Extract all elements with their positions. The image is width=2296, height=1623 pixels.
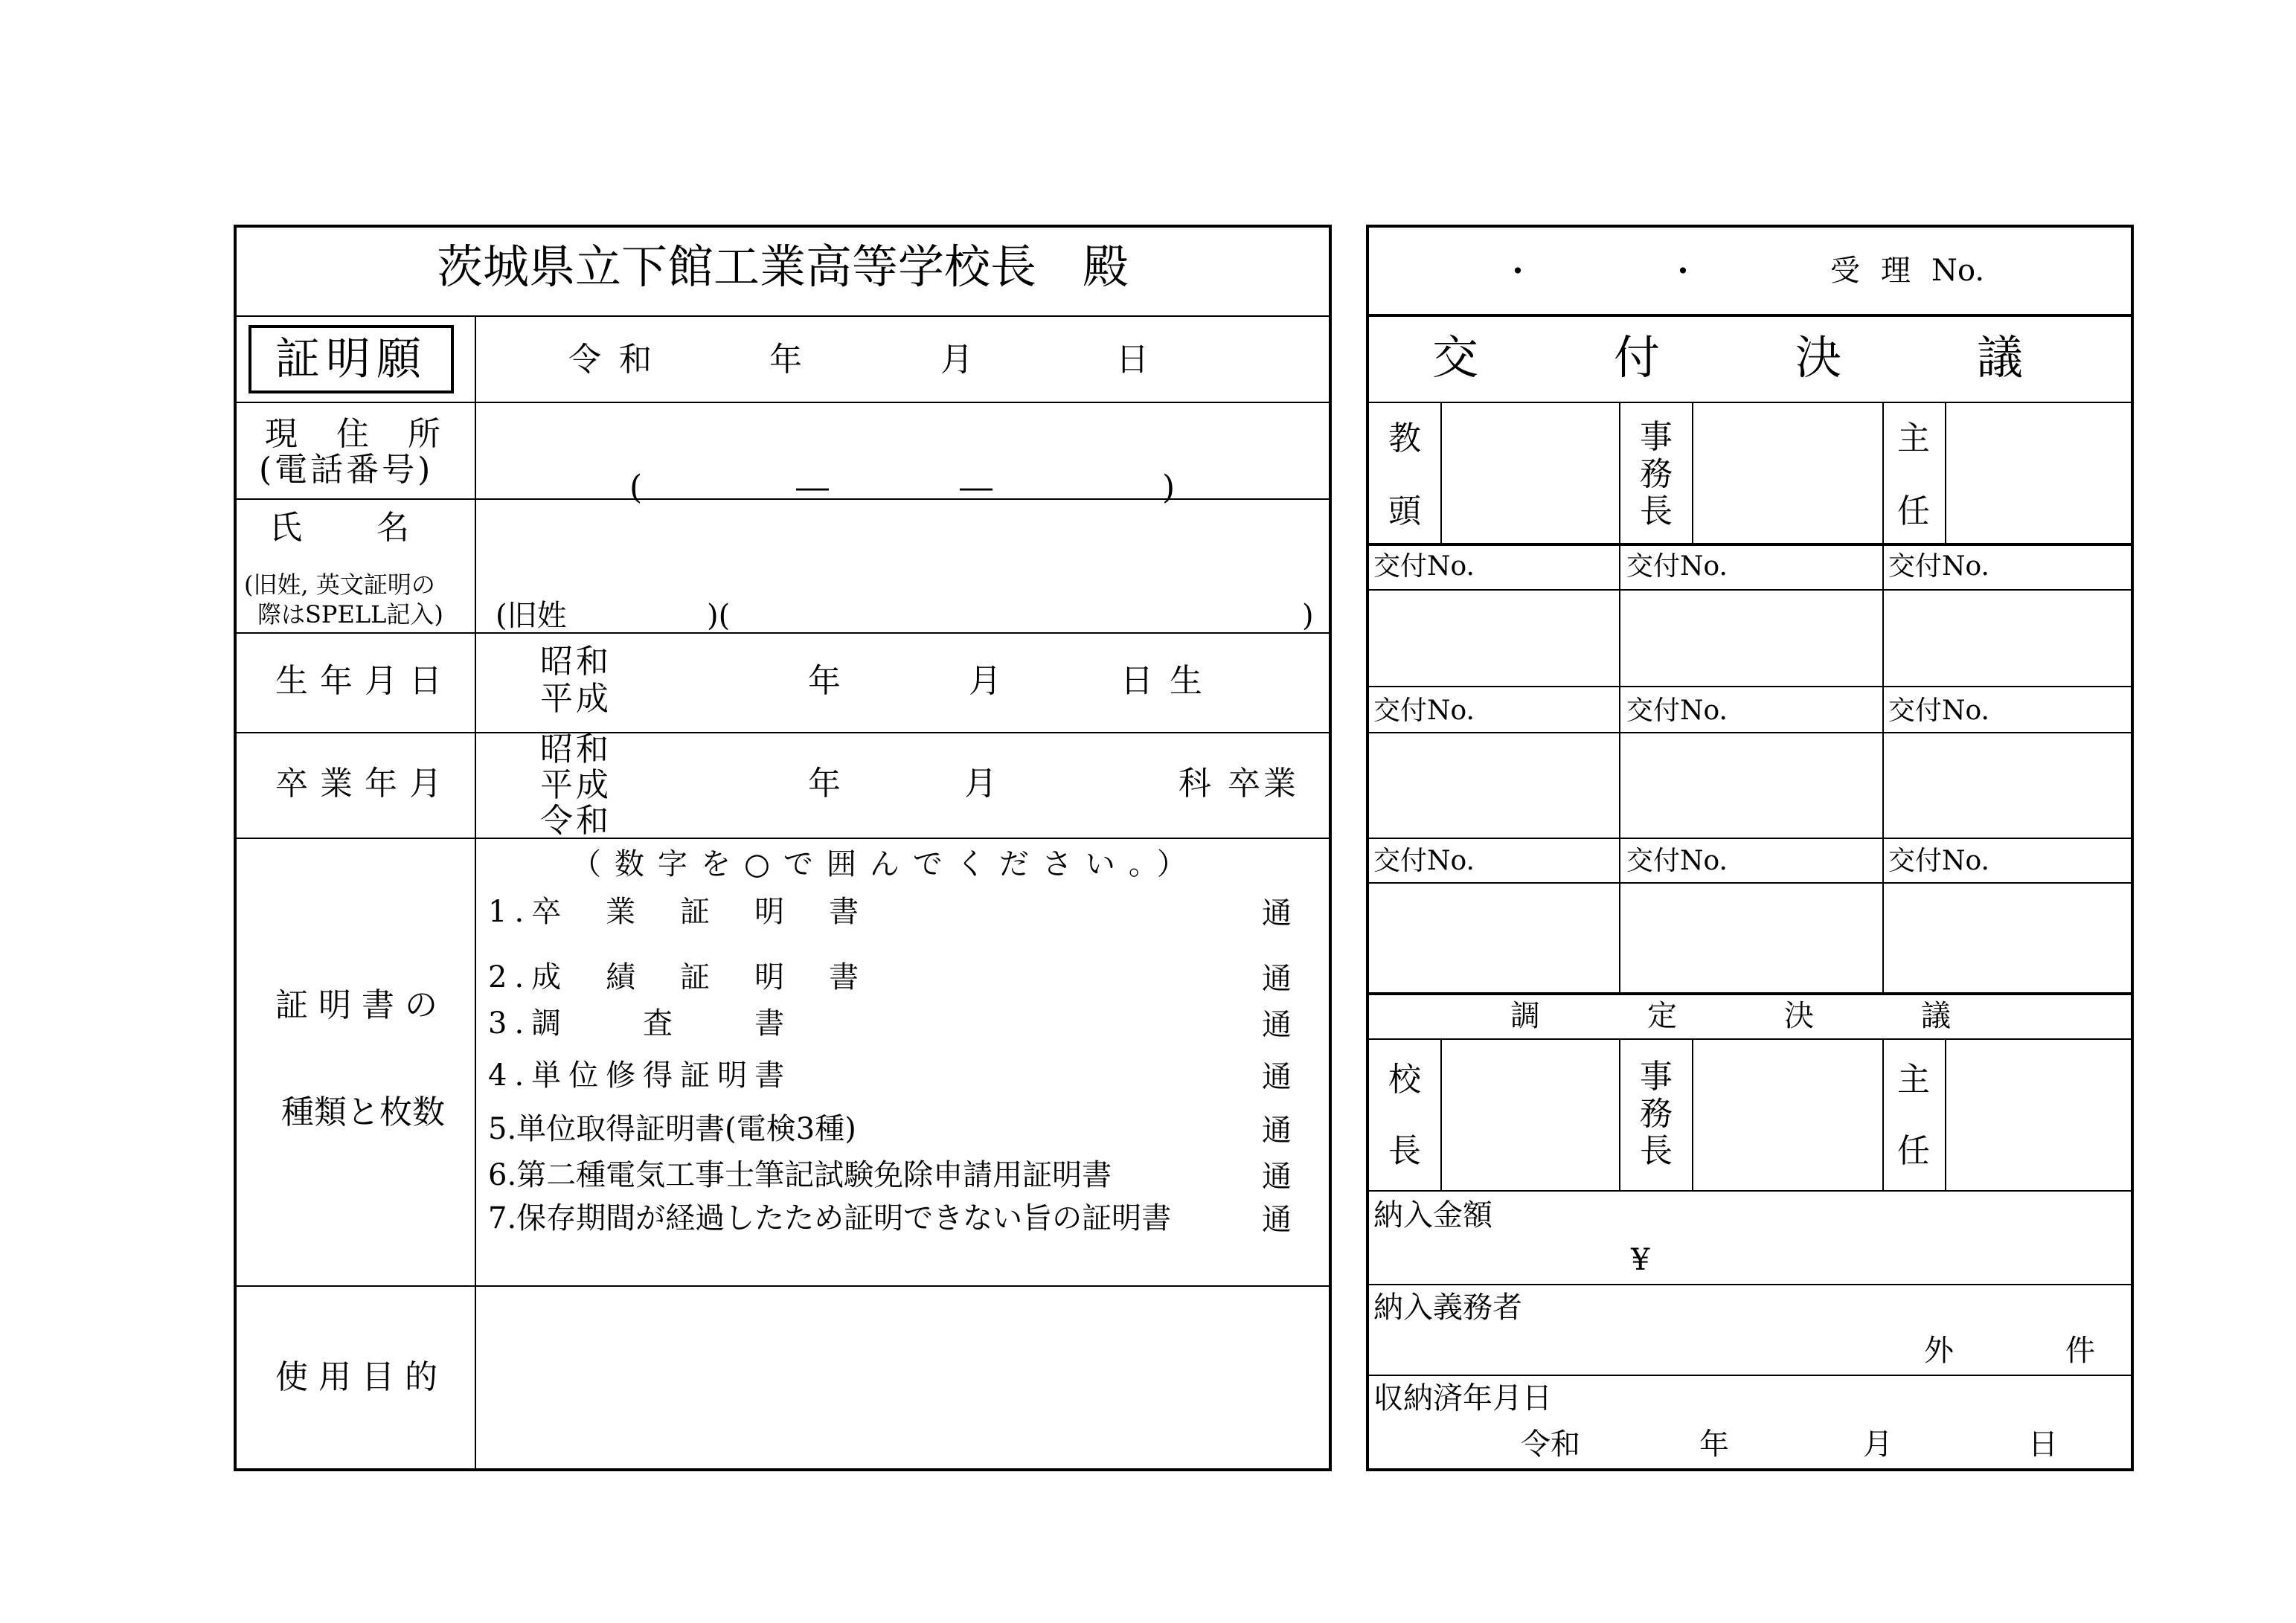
issue-no-label: 交付No. <box>1373 846 1475 876</box>
approver-divider <box>1882 1040 1884 1190</box>
certificate-unit: 通 <box>1262 962 1295 996</box>
date-month-label: 月 <box>940 341 976 379</box>
graduation-era-showa: 昭和 <box>540 730 612 768</box>
approver-chief-char-2: 任 <box>1897 492 1933 530</box>
form-title: 茨城県立下館工業高等学校長 殿 <box>436 240 1129 294</box>
received-date-day-label: 日 <box>2028 1427 2058 1462</box>
address-label: 現 住 所 <box>265 415 443 453</box>
issue-no-label: 交付No. <box>1626 695 1728 726</box>
row-divider <box>235 315 1330 317</box>
issue-no-label: 交付No. <box>1888 551 1989 582</box>
issue-grid-line <box>1367 589 2132 591</box>
approver-office-head-char-3: 長 <box>1640 1132 1675 1170</box>
approval-seal-box[interactable] <box>1695 406 1881 541</box>
approver-chief-char-1: 主 <box>1897 1061 1933 1099</box>
form-label-stamp: 証明願 <box>248 325 454 393</box>
approval-seal-box[interactable] <box>1948 406 2131 541</box>
label-column-divider <box>475 317 476 1470</box>
graduation-era-reiwa: 令和 <box>540 802 612 840</box>
approver-divider <box>1945 403 1946 543</box>
approval-seal-box[interactable] <box>1695 1043 1881 1189</box>
certificate-item-credits-denken[interactable]: 5.単位取得証明書(電検3種) <box>488 1112 856 1146</box>
certificate-unit: 通 <box>1262 1203 1295 1237</box>
approver-office-head-char-1: 事 <box>1640 418 1675 456</box>
certificate-item-credits[interactable]: 4.単位修得証明書 <box>488 1058 792 1093</box>
approver-chief-char-2: 任 <box>1897 1132 1933 1170</box>
name-note-line2: 際はSPELL記入) <box>257 600 443 629</box>
certificate-item-electrician-exemption[interactable]: 6.第二種電気工事士筆記試験免除申請用証明書 <box>488 1158 1112 1192</box>
graduation-month-label: 月 <box>964 765 1000 803</box>
approval-seal-box[interactable] <box>1443 1043 1617 1189</box>
approver-divider <box>1692 1040 1693 1190</box>
received-date-label: 収納済年月日 <box>1373 1381 1552 1415</box>
issue-no-label: 交付No. <box>1373 551 1475 582</box>
issue-grid-divider <box>1882 546 1884 992</box>
approver-divider <box>1619 403 1620 543</box>
assessment-decision-title: 調 定 決 議 <box>1510 999 1989 1033</box>
payment-amount-label: 納入金額 <box>1373 1198 1492 1232</box>
section-divider <box>1367 1284 2132 1285</box>
approver-vice-principal-char-2: 頭 <box>1388 492 1424 530</box>
section-divider <box>1367 1038 2132 1040</box>
section-divider <box>1367 402 2132 403</box>
approver-divider <box>1440 403 1442 543</box>
circle-instruction: （数字を○で囲んでください。） <box>571 847 1200 881</box>
approval-seal-box[interactable] <box>1948 1043 2131 1189</box>
payer-label: 納入義務者 <box>1373 1291 1522 1325</box>
approver-office-head-char-1: 事 <box>1640 1058 1675 1096</box>
issue-no-label: 交付No. <box>1626 551 1728 582</box>
section-divider <box>1367 1190 2132 1192</box>
birth-month-label: 月 <box>969 662 1004 700</box>
row-divider <box>235 402 1330 403</box>
approver-principal-char-1: 校 <box>1388 1061 1424 1099</box>
receipt-no-label: No. <box>1931 254 1985 288</box>
date-day-label: 日 <box>1116 341 1152 379</box>
birth-era-heisei: 平成 <box>540 680 612 718</box>
payer-others-label: 外 <box>1924 1334 1954 1368</box>
phone-paren-close: ) <box>1162 469 1179 507</box>
approver-principal-char-2: 長 <box>1388 1132 1424 1170</box>
certificate-type-label: 証明書の <box>275 986 448 1024</box>
issue-grid-divider <box>1619 546 1620 992</box>
approval-seal-box[interactable] <box>1443 406 1617 541</box>
certificate-unit: 通 <box>1262 1113 1295 1148</box>
approver-chief-char-1: 主 <box>1897 420 1933 457</box>
birth-day-label: 日生 <box>1120 662 1219 700</box>
date-era: 令和 <box>568 341 670 379</box>
issue-grid-line <box>1367 732 2132 733</box>
section-divider <box>1367 314 2132 317</box>
certificate-unit: 通 <box>1262 896 1295 931</box>
birth-year-label: 年 <box>808 662 844 700</box>
approver-office-head-char-3: 長 <box>1640 492 1675 530</box>
certificate-unit: 通 <box>1262 1160 1295 1194</box>
old-name-label: (旧姓 <box>496 599 567 633</box>
receipt-label: 受理 <box>1830 254 1931 288</box>
certificate-item-retention-expired[interactable]: 7.保存期間が経過したため証明できない旨の証明書 <box>488 1201 1172 1235</box>
name-label: 氏 名 <box>269 509 412 547</box>
birth-label: 生年月日 <box>275 662 454 700</box>
name-note-line1: (旧姓, 英文証明の <box>244 571 435 599</box>
approver-vice-principal-char-1: 教 <box>1388 420 1424 457</box>
certificate-item-report[interactable]: 3.調 査 書 <box>488 1006 792 1041</box>
issue-decision-title: 交 付 決 議 <box>1431 330 2068 385</box>
issue-grid-line <box>1367 882 2132 884</box>
row-divider <box>235 632 1330 634</box>
certificate-count-label: 種類と枚数 <box>281 1093 445 1131</box>
approver-divider <box>1882 403 1884 543</box>
issue-no-label: 交付No. <box>1888 846 1989 876</box>
yen-symbol: ¥ <box>1631 1243 1650 1277</box>
certificate-unit: 通 <box>1262 1060 1295 1094</box>
certificate-item-grades[interactable]: 2.成 績 証 明 書 <box>488 960 867 994</box>
received-date-era: 令和 <box>1521 1427 1580 1462</box>
payer-count-label: 件 <box>2065 1334 2095 1368</box>
graduation-era-heisei: 平成 <box>540 766 612 804</box>
approver-divider <box>1692 403 1693 543</box>
certificate-unit: 通 <box>1262 1008 1295 1042</box>
issue-no-label: 交付No. <box>1626 846 1728 876</box>
certificate-item-graduation[interactable]: 1.卒 業 証 明 書 <box>488 895 867 929</box>
old-name-paren-mid: )( <box>707 599 731 633</box>
approver-divider <box>1619 1040 1620 1190</box>
phone-dash-1: ― <box>796 469 832 507</box>
graduation-label: 卒業年月 <box>275 765 454 803</box>
approver-office-head-char-2: 務 <box>1640 1095 1675 1133</box>
header-dot-1: ・ <box>1501 253 1537 291</box>
date-year-label: 年 <box>769 341 805 379</box>
issue-grid-line <box>1367 838 2132 839</box>
row-divider <box>235 1285 1330 1287</box>
row-divider <box>235 838 1330 839</box>
address-input-area[interactable] <box>491 408 1317 460</box>
received-date-year-label: 年 <box>1699 1427 1729 1462</box>
header-dot-2: ・ <box>1667 253 1702 291</box>
approver-divider <box>1440 1040 1442 1190</box>
row-divider <box>235 732 1330 733</box>
issue-grid-line <box>1367 686 2132 687</box>
section-divider <box>1367 1375 2132 1376</box>
issue-no-label: 交付No. <box>1373 695 1475 726</box>
birth-era-showa: 昭和 <box>540 643 612 681</box>
issue-no-label: 交付No. <box>1888 695 1989 726</box>
approver-divider <box>1945 1040 1946 1190</box>
purpose-label: 使用目的 <box>275 1358 448 1396</box>
phone-paren-open: ( <box>629 469 646 507</box>
approver-office-head-char-2: 務 <box>1640 455 1675 493</box>
received-date-month-label: 月 <box>1863 1427 1893 1462</box>
purpose-input-area[interactable] <box>491 1294 1317 1458</box>
graduation-course-label: 科 卒業 <box>1179 765 1299 803</box>
graduation-year-label: 年 <box>808 765 844 803</box>
section-divider <box>1367 543 2132 546</box>
spell-paren-close: ) <box>1302 599 1314 633</box>
section-divider <box>1367 992 2132 995</box>
phone-dash-2: ― <box>960 469 995 507</box>
phone-label: (電話番号) <box>259 451 434 489</box>
